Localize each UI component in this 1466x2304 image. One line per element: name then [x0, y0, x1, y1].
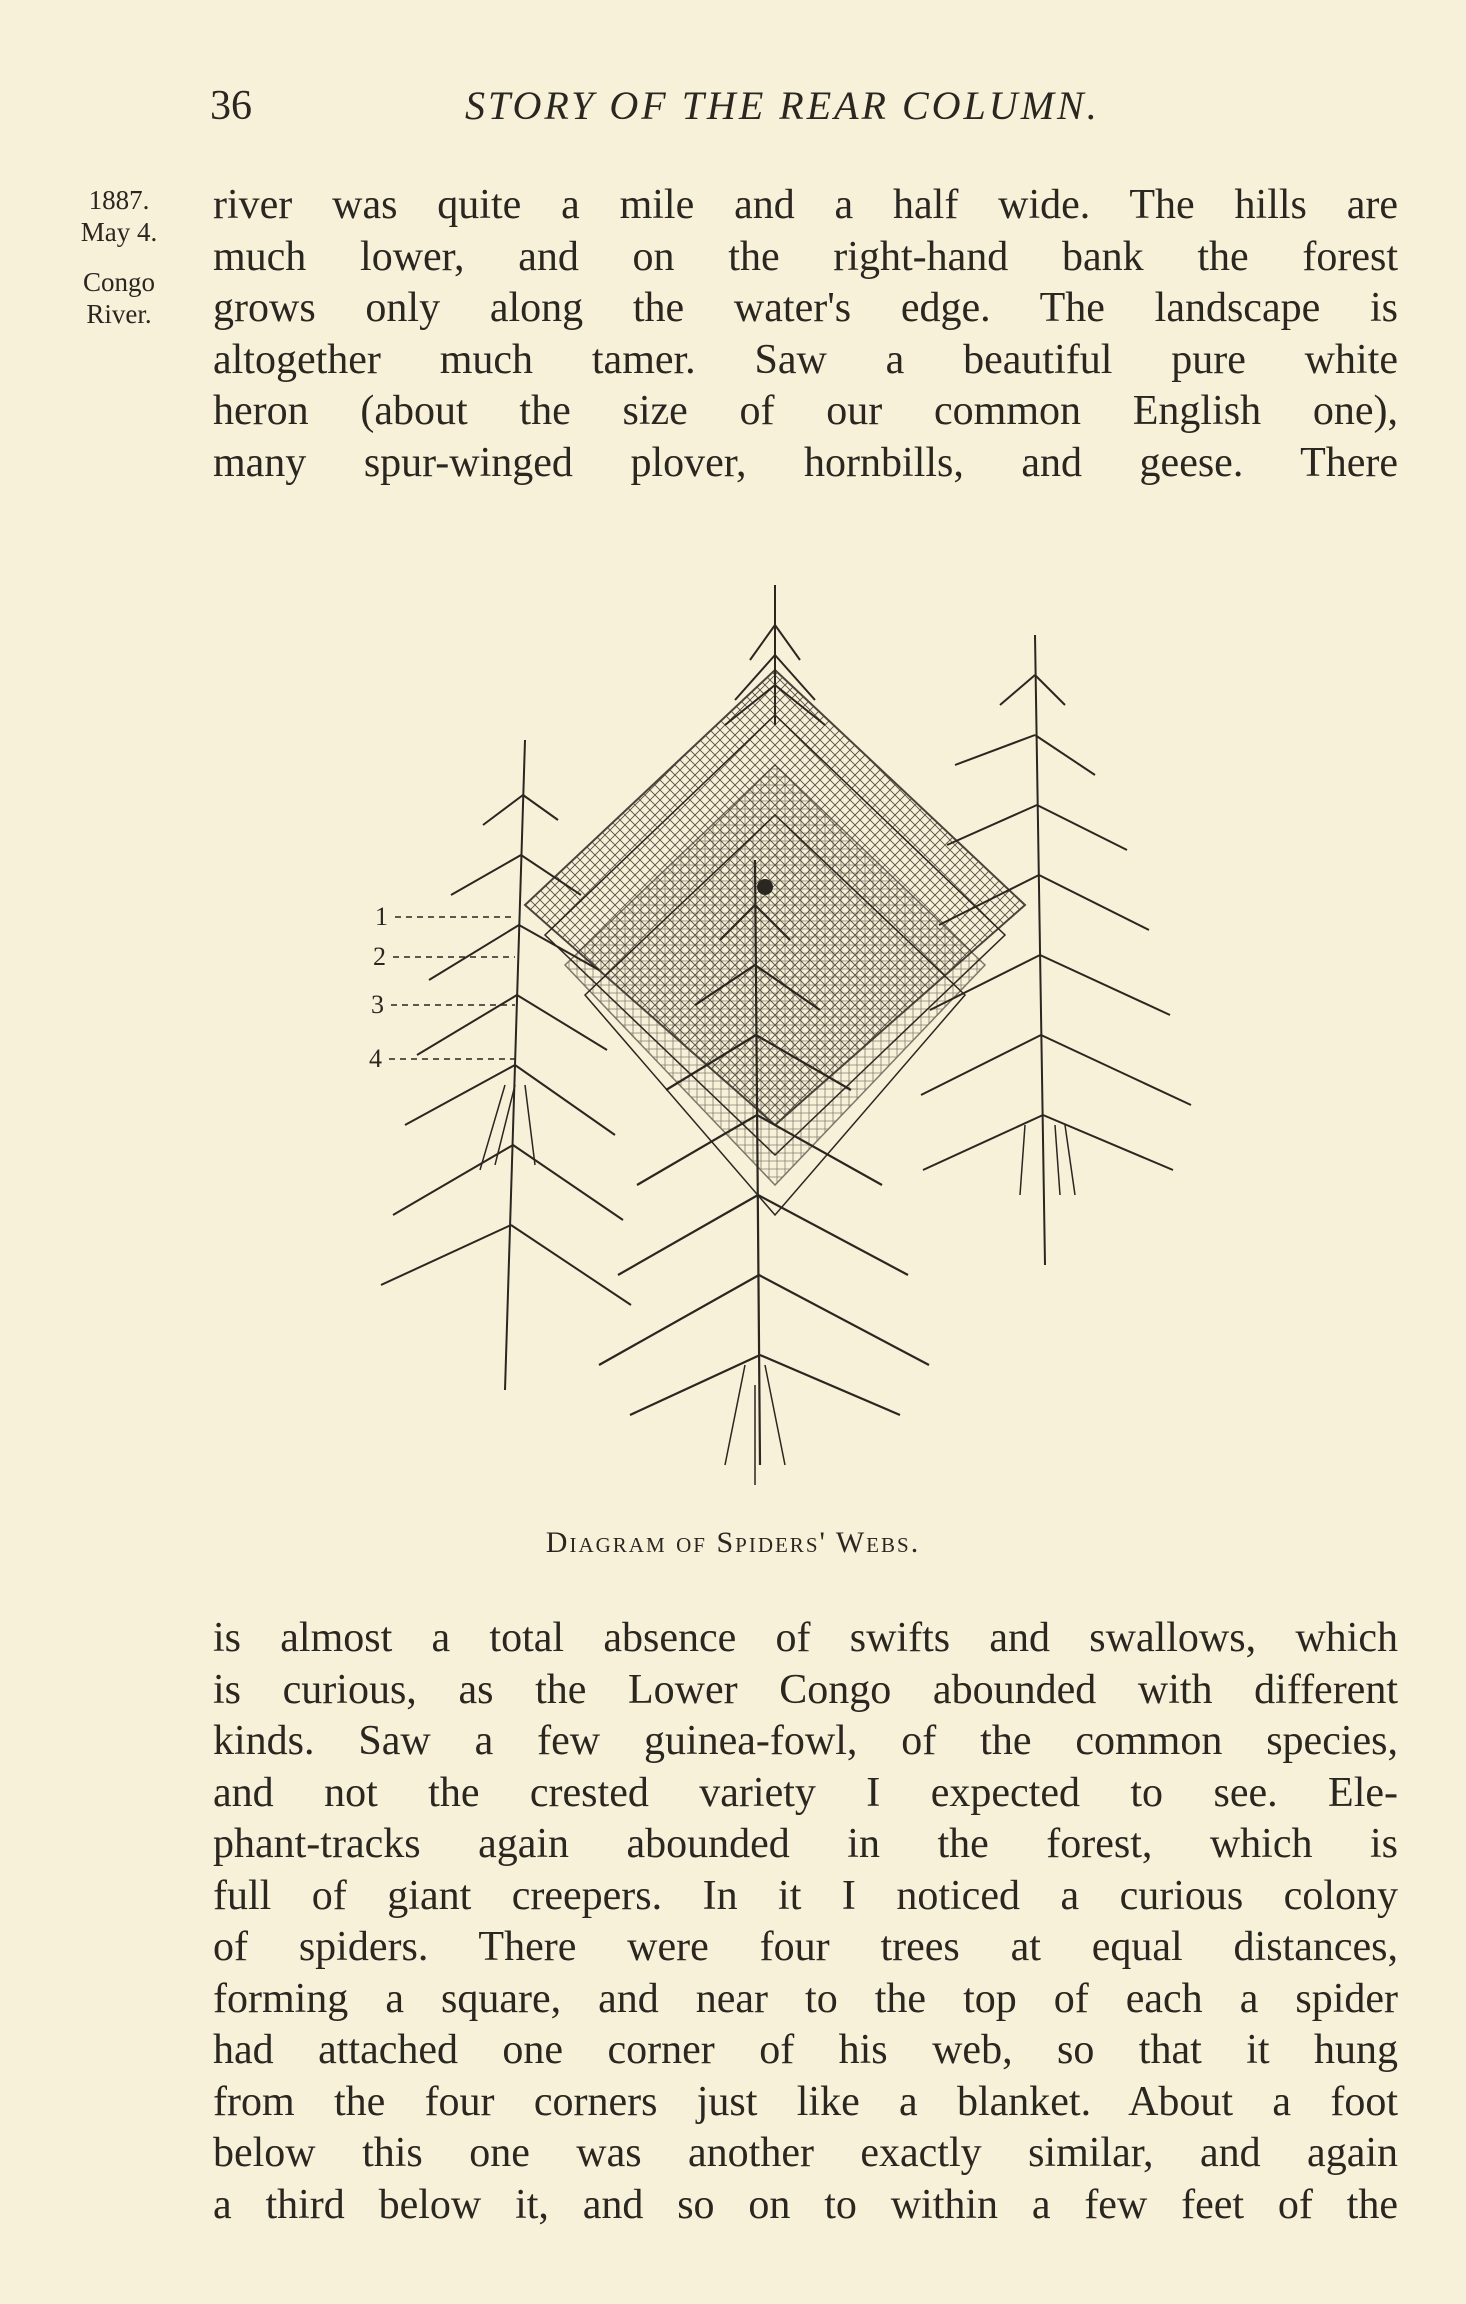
body-text-top: [213, 180, 1398, 489]
margin-date: May 4.: [80, 217, 158, 247]
running-title: STORY OF THE REAR COLUMN.: [465, 83, 1100, 128]
text-line: forming a square, and near to the top of each a spider: [213, 1975, 1398, 2022]
body-text-bottom: [213, 1613, 1398, 2231]
margin-notes: [54, 184, 184, 330]
web-layers: [525, 670, 1025, 1215]
text-line: a third below it, and so on to within a few feet of the: [213, 2181, 1398, 2228]
web-labels: [369, 902, 388, 1073]
text-line: is curious, as the Lower Congo abounded with different: [213, 1666, 1398, 1713]
margin-year: 1887.: [88, 185, 150, 215]
text-line: from the four corners just like a blanket. About a foot: [213, 2078, 1398, 2125]
spider-web-illustration: [325, 565, 1285, 1490]
text-line: altogether much tamer. Saw a beautiful pure white: [213, 336, 1398, 383]
figure-caption: Diagram of Spiders' Webs.: [545, 1526, 921, 1559]
text-line: full of giant creepers. In it I noticed a curious colony: [213, 1872, 1398, 1919]
text-line: much lower, and on the right-hand bank the forest: [213, 233, 1398, 280]
text-line: river was quite a mile and a half wide. The hills are: [213, 182, 1398, 228]
text-line: grows only along the water's edge. The landscape is: [213, 285, 1398, 331]
web-label-1: 1: [375, 902, 388, 931]
margin-place-line2: River.: [86, 299, 152, 329]
web-label-3: 3: [371, 990, 384, 1019]
text-line: kinds. Saw a few guinea-fowl, of the common species,: [213, 1718, 1398, 1764]
margin-place-line1: Congo: [82, 267, 155, 297]
page-header: [210, 82, 1400, 132]
text-line: many spur-winged plover, hornbills, and geese. There: [213, 439, 1398, 486]
web-label-4: 4: [369, 1044, 382, 1073]
text-line: had attached one corner of his web, so that it hung: [213, 2027, 1398, 2073]
text-line: below this one was another exactly similar, and again: [213, 2130, 1398, 2176]
text-line: and not the crested variety I expected to see. Ele-: [213, 1769, 1398, 1816]
text-line: is almost a total absence of swifts and swallows, which: [213, 1615, 1398, 1661]
text-line: phant-tracks again abounded in the forest, which is: [213, 1821, 1398, 1867]
text-line: of spiders. There were four trees at equal distances,: [213, 1924, 1398, 1970]
spider: [757, 879, 773, 895]
page-number: 36: [210, 83, 252, 129]
web-label-2: 2: [373, 942, 386, 971]
tree-left: [381, 740, 631, 1390]
text-line: heron (about the size of our common English one),: [213, 388, 1398, 434]
